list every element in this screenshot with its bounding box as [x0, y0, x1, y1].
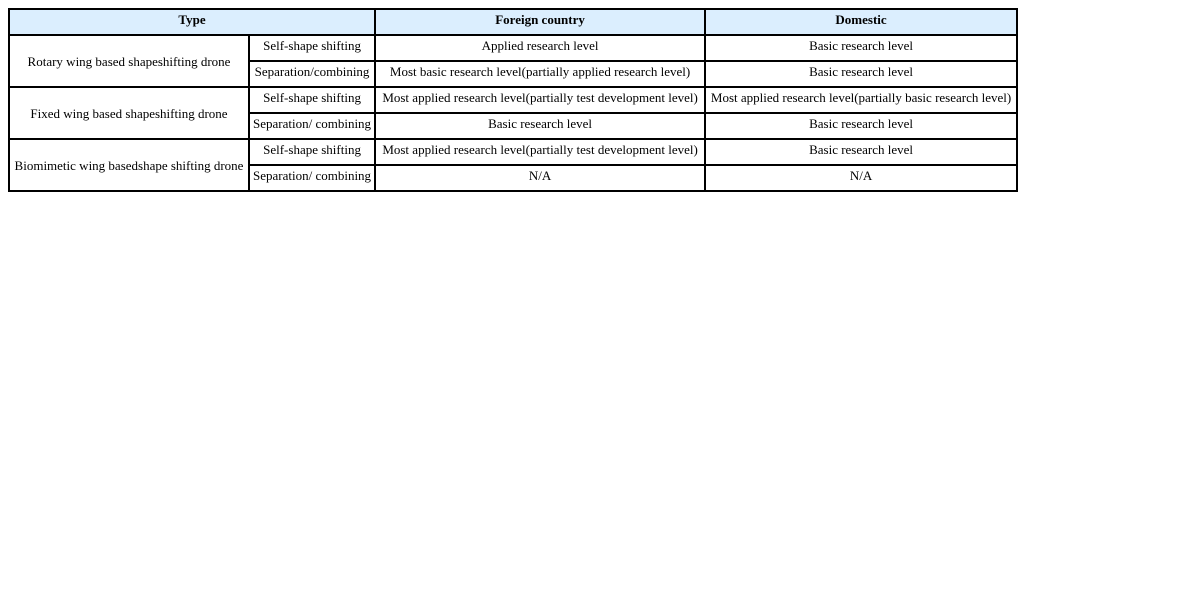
subtype-cell: Self-shape shifting [249, 139, 375, 165]
domestic-cell: Most applied research level(partially basic research level) [705, 87, 1017, 113]
domestic-cell: Basic research level [705, 35, 1017, 61]
header-row [9, 9, 1017, 35]
foreign-cell: Most applied research level(partially test development level) [375, 139, 705, 165]
domestic-cell: Basic research level [705, 113, 1017, 139]
table-row [9, 87, 1017, 113]
foreign-cell: N/A [375, 165, 705, 191]
subtype-cell: Self-shape shifting [249, 35, 375, 61]
foreign-cell: Most applied research level(partially test development level) [375, 87, 705, 113]
header-type: Type [9, 9, 375, 35]
comparison-table [8, 8, 1018, 192]
comparison-table-container [8, 8, 1018, 192]
group-name-fixed-wing: Fixed wing based shapeshifting drone [9, 87, 249, 139]
table-row [9, 35, 1017, 61]
table-row [9, 139, 1017, 165]
group-name-biomimetic-wing: Biomimetic wing basedshape shifting drone [9, 139, 249, 191]
foreign-cell: Basic research level [375, 113, 705, 139]
group-name-rotary-wing: Rotary wing based shapeshifting drone [9, 35, 249, 87]
foreign-cell: Applied research level [375, 35, 705, 61]
domestic-cell: N/A [705, 165, 1017, 191]
header-foreign-country: Foreign country [375, 9, 705, 35]
domestic-cell: Basic research level [705, 61, 1017, 87]
subtype-cell: Separation/ combining [249, 165, 375, 191]
domestic-cell: Basic research level [705, 139, 1017, 165]
subtype-cell: Separation/ combining [249, 113, 375, 139]
header-domestic: Domestic [705, 9, 1017, 35]
foreign-cell: Most basic research level(partially applied research level) [375, 61, 705, 87]
subtype-cell: Separation/combining [249, 61, 375, 87]
subtype-cell: Self-shape shifting [249, 87, 375, 113]
